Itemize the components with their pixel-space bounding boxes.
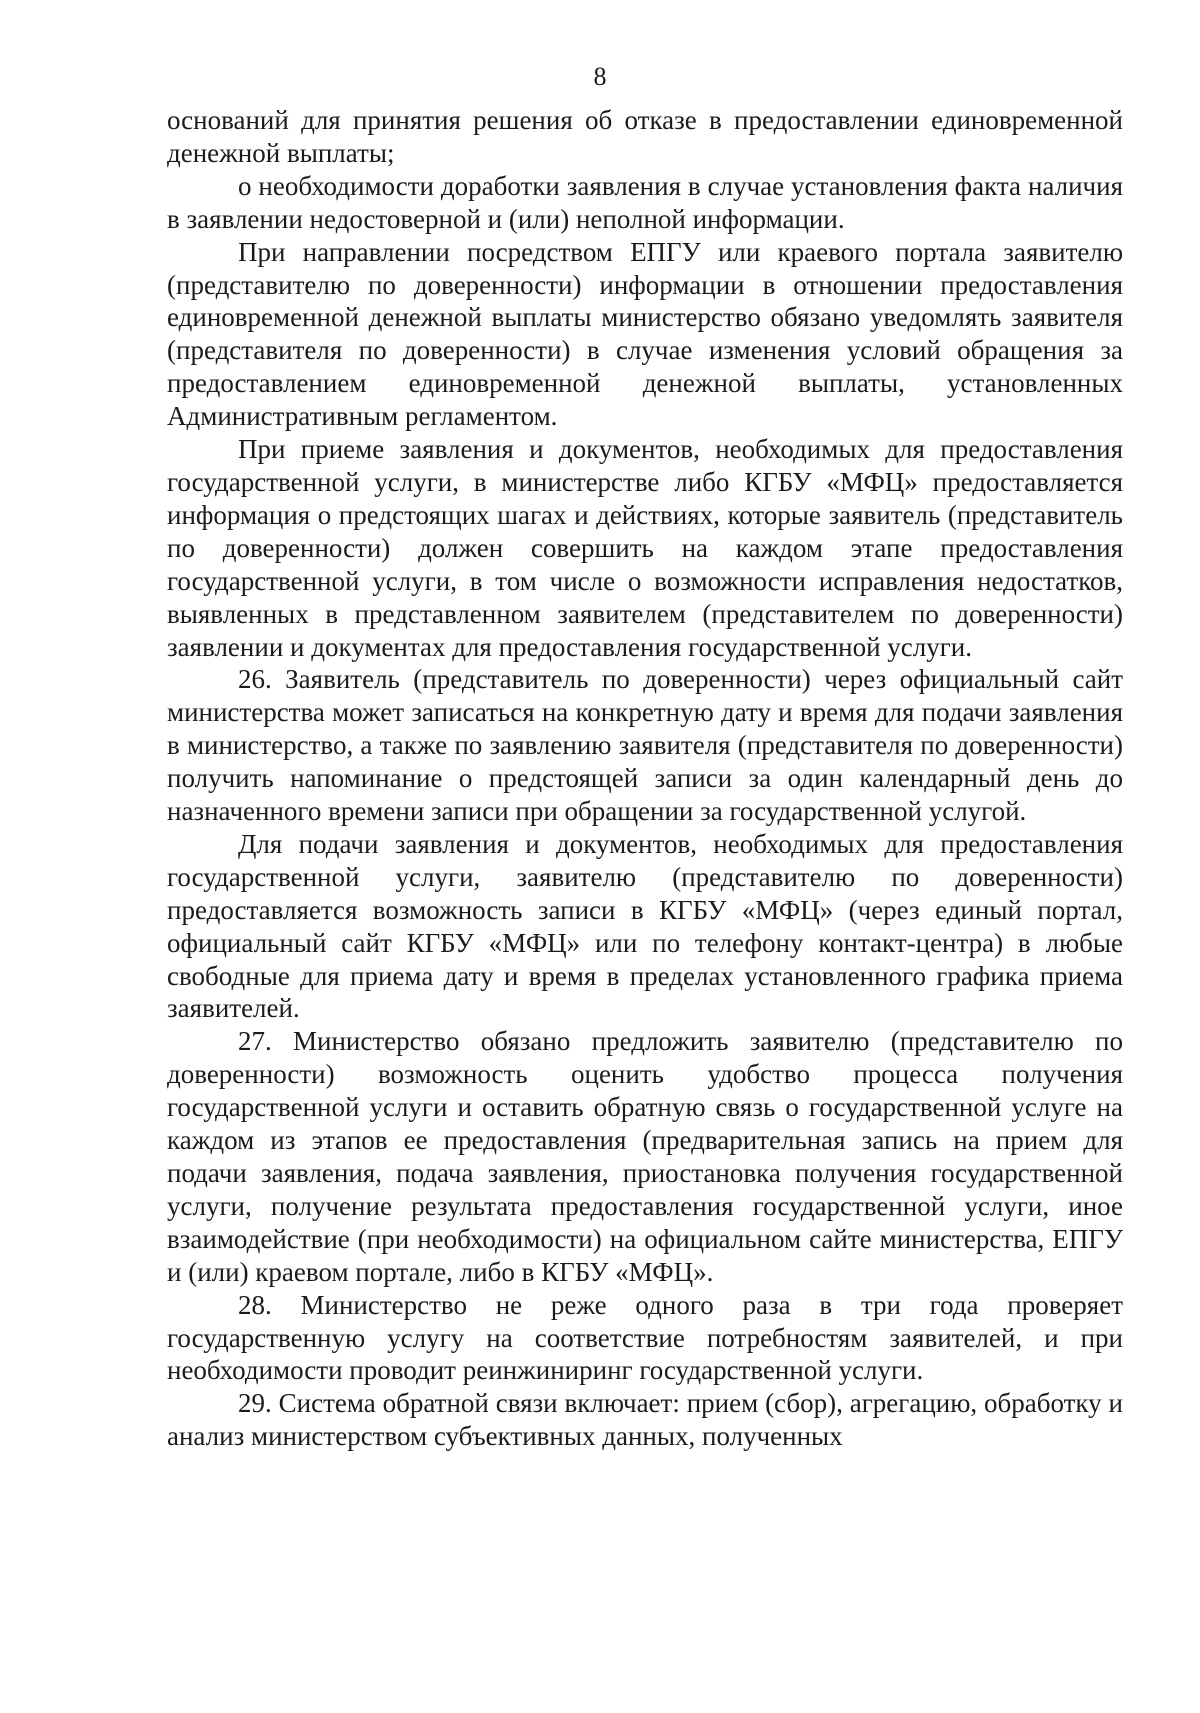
paragraph-item-28: 28. Министерство не реже одного раза в три года проверяет государственную услугу на соответствие потребностям заявителей, и при необходимости проводит реинжиниринг государственной услуги. [167, 1289, 1123, 1386]
paragraph-mfc-appointment: Для подачи заявления и документов, необходимых для предоставления государственной услуги, заявителю (представителю по доверенности) предоставляется возможность записи в КГБУ «МФЦ» (через единый портал, официальный сайт КГБУ «МФЦ» или по телефону контакт-центра) в любые свободные для приема дату и время в пределах установленного графика приема заявителей. [167, 828, 1123, 1024]
paragraph-epgu-notification: При направлении посредством ЕПГУ или краевого портала заявителю (представителю по доверенности) информации в отношении предоставления единовременной денежной выплаты министерство обязано уведомлять заявителя (представителя по доверенности) в случае изменения условий обращения за предоставлением единовременной денежной выплаты, установленных Административным регламентом. [167, 236, 1123, 432]
paragraph-item-27: 27. Министерство обязано предложить заявителю (представителю по доверенности) возможность оценить удобство процесса получения государственной услуги и оставить обратную связь о государственной услуге на каждом из этапов ее предоставления (предварительная запись на прием для подачи заявления, подача заявления, приостановка получения государственной услуги, получение результата предоставления государственной услуги, иное взаимодействие (при необходимости) на официальном сайте министерства, ЕПГУ и (или) краевом портале, либо в КГБУ «МФЦ». [167, 1026, 1123, 1287]
page-number: 8 [593, 62, 607, 91]
paragraph-item-26: 26. Заявитель (представитель по доверенности) через официальный сайт министерства может записаться на конкретную дату и время для подачи заявления в министерство, а также по заявлению заявителя (представителя по доверенности) получить напоминание о предстоящей записи за один календарный день до назначенного времени записи при обращении за государственной услугой. [167, 664, 1123, 827]
paragraph-refusal-grounds: оснований для принятия решения об отказе в предоставлении единовременной денежной выплаты; [167, 105, 1123, 168]
paragraph-reception-info: При приеме заявления и документов, необходимых для предоставления государственной услуги, в министерстве либо КГБУ «МФЦ» предоставляется информация о предстоящих шагах и действиях, которые заявитель (представитель по доверенности) должен совершить на каждом этапе предоставления государственной услуги, в том числе о возможности исправления недостатков, выявленных в представленном заявителем (представителем по доверенности) заявлении и документах для предоставления государственной услуги. [167, 434, 1123, 662]
document-body [167, 104, 1123, 1453]
paragraph-revision-need: о необходимости доработки заявления в случае установления факта наличия в заявлении недостоверной и (или) неполной информации. [167, 170, 1123, 234]
paragraph-item-29: 29. Система обратной связи включает: прием (сбор), агрегацию, обработку и анализ министерством субъективных данных, полученных [167, 1388, 1123, 1452]
